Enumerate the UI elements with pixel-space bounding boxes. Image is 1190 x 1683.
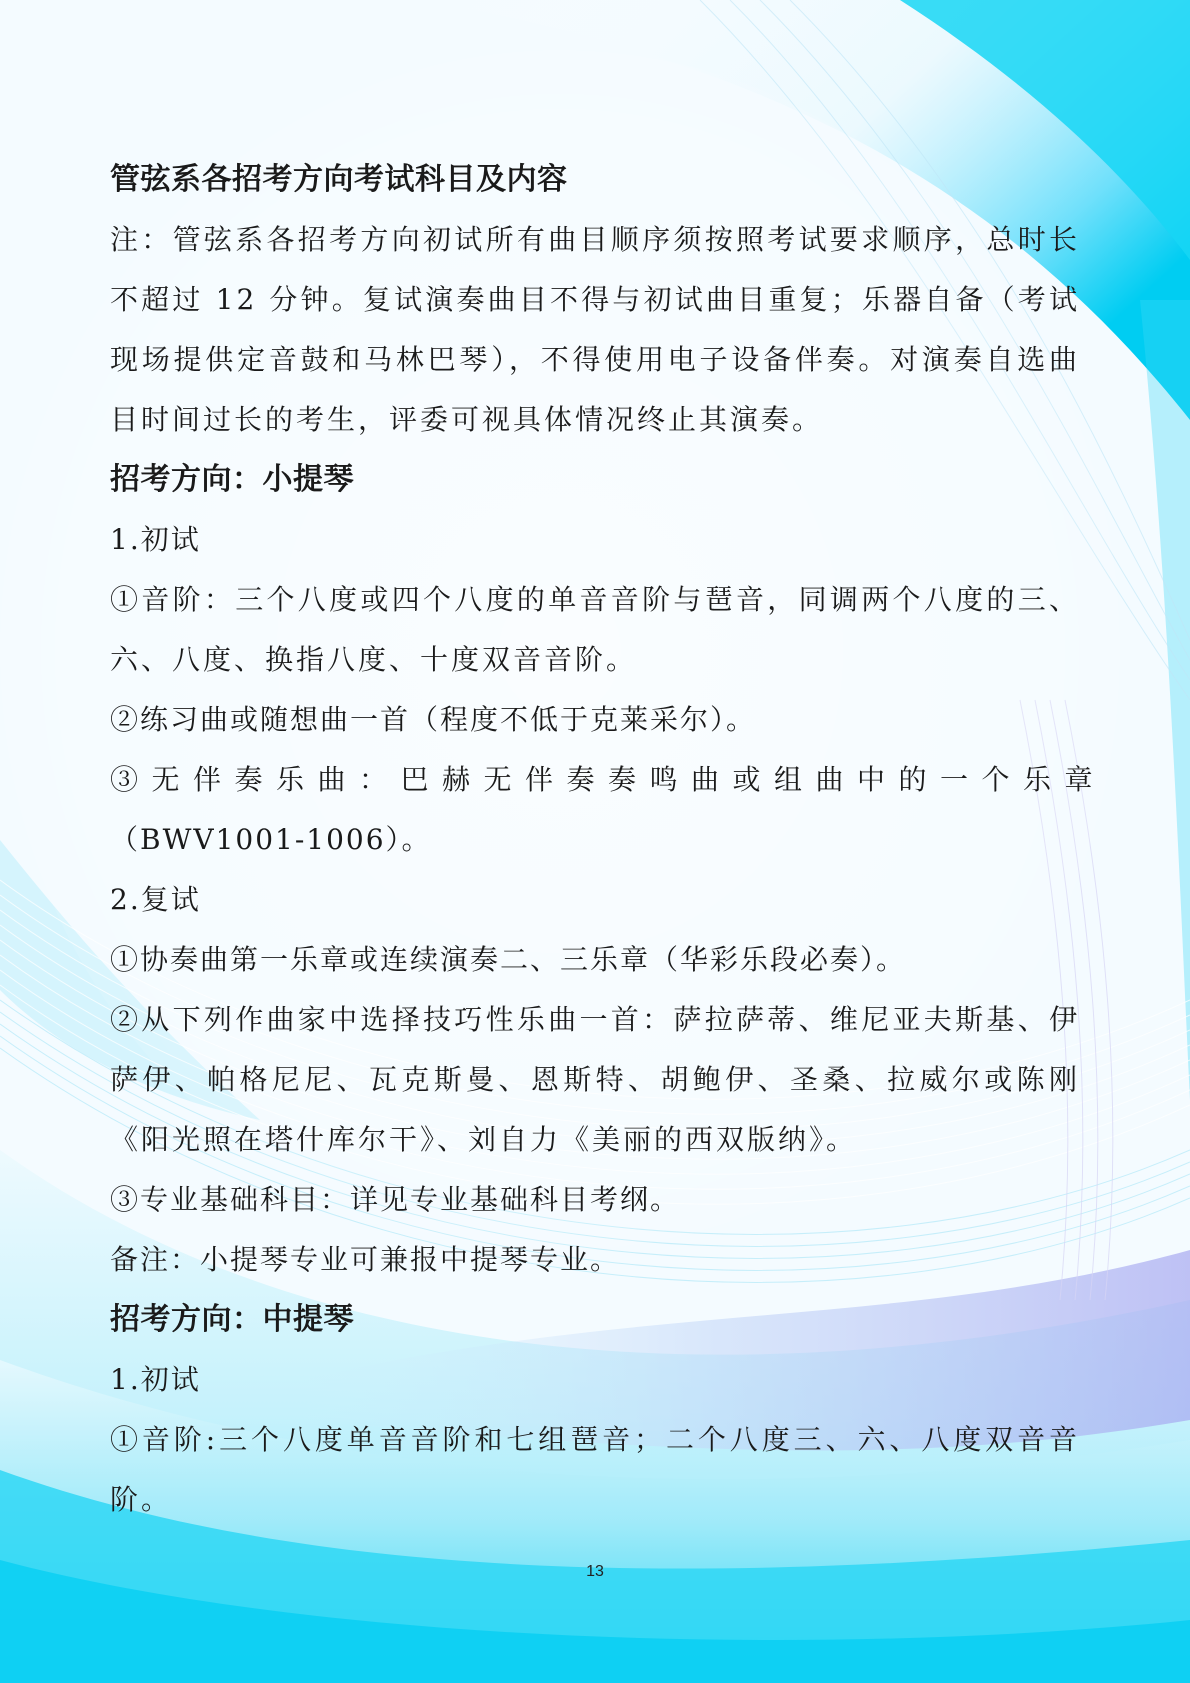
exam-note: 注：管弦系各招考方向初试所有曲目顺序须按照考试要求顺序，总时长不超过 12 分钟。复试演奏曲目不得与初试曲目重复；乐器自备（考试现场提供定音鼓和马林巴琴），不得使用电子设备伴奏。对演奏自选曲目时间过长的考生，评委可视具体情况终止其演奏。 (110, 223, 1080, 436)
violin-prelim-item-3: ③无伴奏乐曲：巴赫无伴奏奏鸣曲或组曲中的一个乐章 (110, 763, 1107, 796)
violin-retest-item-3: ③专业基础科目：详见专业基础科目考纲。 (110, 1183, 681, 1216)
page-title: 管弦系各招考方向考试科目及内容 (110, 162, 568, 197)
violin-retest-title: 2.复试 (110, 883, 201, 916)
document-body (110, 150, 1107, 1530)
viola-prelim-item-1: ①音阶:三个八度单音音阶和七组琶音；二个八度三、六、八度双音音阶。 (110, 1423, 1080, 1516)
violin-prelim-item-1: ①音阶：三个八度或四个八度的单音音阶与琶音，同调两个八度的三、六、八度、换指八度、十度双音音阶。 (110, 583, 1080, 676)
section-heading-viola: 招考方向：中提琴 (110, 1302, 354, 1337)
violin-prelim-title: 1.初试 (110, 523, 201, 556)
viola-prelim-title: 1.初试 (110, 1363, 201, 1396)
page-number: 13 (586, 1563, 604, 1580)
violin-prelim-item-3-cont: （BWV1001-1006）。 (110, 823, 432, 856)
violin-retest-item-2: ②从下列作曲家中选择技巧性乐曲一首：萨拉萨蒂、维尼亚夫斯基、伊萨伊、帕格尼尼、瓦克斯曼、恩斯特、胡鲍伊、圣桑、拉威尔或陈刚《阳光照在塔什库尔干》、刘自力《美丽的西双版纳》。 (110, 1003, 1080, 1156)
violin-retest-item-1: ①协奏曲第一乐章或连续演奏二、三乐章（华彩乐段必奏）。 (110, 943, 907, 976)
violin-remark: 备注：小提琴专业可兼报中提琴专业。 (110, 1243, 621, 1276)
violin-prelim-item-2: ②练习曲或随想曲一首（程度不低于克莱采尔）。 (110, 703, 757, 736)
section-heading-violin: 招考方向：小提琴 (110, 462, 354, 497)
